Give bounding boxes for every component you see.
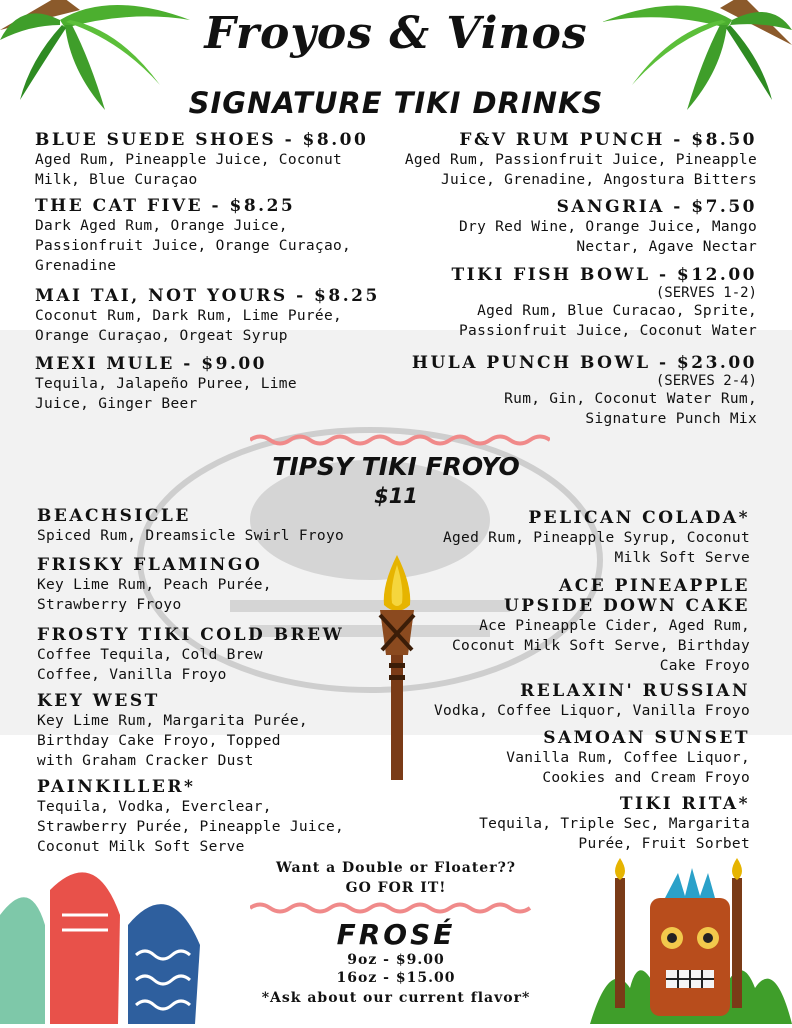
drink-desc: Milk, Blue Curaçao xyxy=(35,172,198,188)
drink-name: BLUE SUEDE SHOES - $8.00 xyxy=(35,130,369,150)
drink-desc: Tequila, Jalapeño Puree, Lime xyxy=(35,376,297,392)
froyo-desc: Key Lime Rum, Peach Purée, xyxy=(37,577,272,593)
froyo-desc: Purée, Fruit Sorbet xyxy=(578,836,750,852)
wave-divider-top xyxy=(250,432,550,451)
froyo-desc: Aged Rum, Pineapple Syrup, Coconut xyxy=(442,530,750,546)
froyo-item xyxy=(37,691,397,777)
drink-desc: Dry Red Wine, Orange Juice, Mango xyxy=(459,219,757,235)
wave-divider-bottom xyxy=(250,900,542,919)
tiki-left-column xyxy=(35,130,405,414)
frose-price-16oz: 16oz - $15.00 xyxy=(336,970,456,986)
drink-desc: Grenadine xyxy=(35,258,117,274)
drink-item xyxy=(35,196,405,286)
froyo-desc: Birthday Cake Froyo, Topped xyxy=(37,733,281,749)
froyo-item xyxy=(37,777,397,857)
drink-name: SANGRIA - $7.50 xyxy=(556,197,757,217)
drink-item xyxy=(377,130,757,197)
froyo-desc: Coconut Milk Soft Serve xyxy=(37,839,245,855)
froyo-item xyxy=(370,728,750,794)
drink-desc: Coconut Rum, Dark Rum, Lime Purée, xyxy=(35,308,343,324)
froyo-desc: Milk Soft Serve xyxy=(614,550,750,566)
froyo-desc: Spiced Rum, Dreamsicle Swirl Froyo xyxy=(37,528,345,544)
froyo-desc: Ace Pineapple Cider, Aged Rum, xyxy=(479,618,750,634)
froyo-right-column xyxy=(370,508,750,854)
drink-desc: Aged Rum, Pineapple Juice, Coconut xyxy=(35,152,343,168)
froyo-item xyxy=(37,625,397,691)
drink-desc: Signature Punch Mix xyxy=(585,411,757,427)
drink-desc: Orange Curaçao, Orgeat Syrup xyxy=(35,328,288,344)
froyo-heading: TIPSY TIKI FROYO xyxy=(272,452,520,481)
froyo-left-column xyxy=(37,506,397,857)
drink-serves: (SERVES 1-2) xyxy=(655,285,757,301)
frose-heading: FROSÉ xyxy=(336,918,456,951)
froyo-item xyxy=(370,681,750,728)
drink-desc: Rum, Gin, Coconut Water Rum, xyxy=(504,391,757,407)
frose-price-9oz: 9oz - $9.00 xyxy=(347,952,445,968)
froyo-name: BEACHSICLE xyxy=(37,506,191,526)
froyo-desc: Key Lime Rum, Margarita Purée, xyxy=(37,713,308,729)
drink-name: THE CAT FIVE - $8.25 xyxy=(35,196,296,216)
froyo-desc: Coffee Tequila, Cold Brew xyxy=(37,647,263,663)
froyo-desc: Cake Froyo xyxy=(659,658,750,674)
drink-desc: Aged Rum, Passionfruit Juice, Pineapple xyxy=(404,152,757,168)
froyo-desc: Vanilla Rum, Coffee Liquor, xyxy=(506,750,750,766)
drink-item xyxy=(377,197,757,265)
froyo-name: FRISKY FLAMINGO xyxy=(37,555,263,575)
froyo-name: KEY WEST xyxy=(37,691,160,711)
froyo-desc: Coconut Milk Soft Serve, Birthday xyxy=(452,638,750,654)
surfboards-icon xyxy=(0,855,215,1028)
drink-name: TIKI FISH BOWL - $12.00 xyxy=(451,265,757,285)
frose-note: *Ask about our current flavor* xyxy=(261,990,531,1006)
drink-desc: Dark Aged Rum, Orange Juice, xyxy=(35,218,288,234)
tiki-drinks-heading: SIGNATURE TIKI DRINKS xyxy=(188,86,604,120)
froyo-name: RELAXIN' RUSSIAN xyxy=(520,681,750,701)
froyo-name: TIKI RITA* xyxy=(619,794,750,814)
drink-item xyxy=(377,353,757,429)
froyo-name: FROSTY TIKI COLD BREW xyxy=(37,625,345,645)
drink-desc: Aged Rum, Blue Curacao, Sprite, xyxy=(477,303,757,319)
froyo-desc: Strawberry Purée, Pineapple Juice, xyxy=(37,819,345,835)
froyo-item xyxy=(37,555,397,625)
froyo-desc: Tequila, Triple Sec, Margarita xyxy=(479,816,750,832)
page-title: Froyos & Vinos xyxy=(204,8,588,59)
froyo-name: UPSIDE DOWN CAKE xyxy=(503,596,750,616)
froyo-desc: Coffee, Vanilla Froyo xyxy=(37,667,227,683)
drink-desc: Juice, Grenadine, Angostura Bitters xyxy=(440,172,757,188)
tiki-right-column xyxy=(377,130,757,429)
drink-name: MAI TAI, NOT YOURS - $8.25 xyxy=(35,286,380,306)
froyo-desc: Tequila, Vodka, Everclear, xyxy=(37,799,272,815)
promo-line-1: Want a Double or Floater?? xyxy=(276,860,516,876)
froyo-name: SAMOAN SUNSET xyxy=(543,728,750,748)
froyo-item xyxy=(37,506,397,555)
drink-serves: (SERVES 2-4) xyxy=(655,373,757,389)
drink-item xyxy=(35,130,405,196)
drink-desc: Passionfruit Juice, Orange Curaçao, xyxy=(35,238,352,254)
froyo-item xyxy=(370,794,750,854)
drink-name: F&V RUM PUNCH - $8.50 xyxy=(459,130,757,150)
froyo-item xyxy=(370,508,750,576)
froyo-price: $11 xyxy=(374,484,418,508)
drink-name: MEXI MULE - $9.00 xyxy=(35,354,268,374)
froyo-desc: Vodka, Coffee Liquor, Vanilla Froyo xyxy=(433,703,750,719)
drink-item xyxy=(377,265,757,353)
froyo-desc: with Graham Cracker Dust xyxy=(37,753,254,769)
froyo-item xyxy=(370,576,750,681)
drink-item xyxy=(35,286,405,354)
drink-desc: Juice, Ginger Beer xyxy=(35,396,198,412)
promo-line-2: GO FOR IT! xyxy=(345,880,447,896)
froyo-desc: Strawberry Froyo xyxy=(37,597,182,613)
tiki-mask-icon xyxy=(590,858,792,1028)
drink-item xyxy=(35,354,405,414)
drink-name: HULA PUNCH BOWL - $23.00 xyxy=(411,353,757,373)
drink-desc: Passionfruit Juice, Coconut Water xyxy=(459,323,757,339)
froyo-name: ACE PINEAPPLE xyxy=(559,576,750,596)
froyo-name: PAINKILLER* xyxy=(37,777,196,797)
froyo-name: PELICAN COLADA* xyxy=(528,508,750,528)
drink-desc: Nectar, Agave Nectar xyxy=(576,239,757,255)
froyo-desc: Cookies and Cream Froyo xyxy=(542,770,750,786)
